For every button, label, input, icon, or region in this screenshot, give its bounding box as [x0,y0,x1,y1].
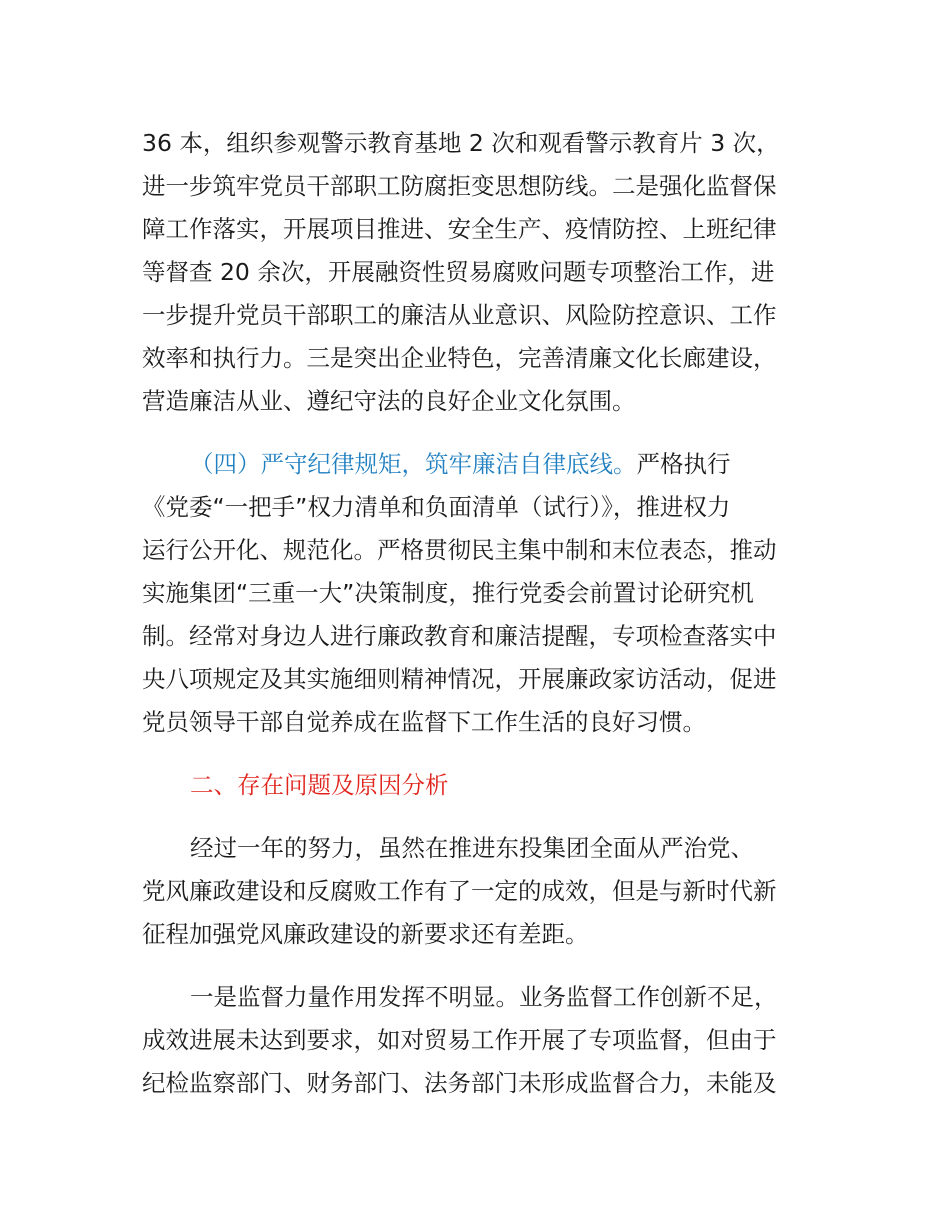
text-line: 纪检监察部门、财务部门、法务部门未形成监督合力，未能及 [142,1069,777,1097]
text-line: 进一步筑牢党员干部职工防腐拒变思想防线。二是强化监督保 [142,172,777,200]
text-line: 成效进展未达到要求，如对贸易工作开展了专项监督，但由于 [142,1026,777,1054]
text-line: 一步提升党员干部职工的廉洁从业意识、风险防控意识、工作 [142,301,777,329]
paragraph-2 [142,443,814,744]
text-line: 实施集团“三重一大”决策制度，推行党委会前置讨论研究机 [142,579,754,607]
text-line: 征程加强党风廉政建设的新要求还有差距。 [142,920,589,948]
text-line: 营造廉洁从业、遵纪守法的良好企业文化氛围。 [142,387,636,415]
text-line: 党风廉政建设和反腐败工作有了一定的成效，但是与新时代新 [142,877,777,905]
text-line: 障工作落实，开展项目推进、安全生产、疫情防控、上班纪律 [142,215,777,243]
text-line: 36 本，组织参观警示教育基地 2 次和观看警示教育片 3 次， [142,129,780,157]
section-heading: 二、存在问题及原因分析 [190,771,449,799]
paragraph-3 [142,827,814,956]
document-body [142,122,814,1105]
text-line: 党员领导干部自觉养成在监督下工作生活的良好习惯。 [142,708,706,736]
paragraph-1 [142,122,814,423]
text-line: 运行公开化、规范化。严格贯彻民主集中制和末位表态，推动 [142,536,777,564]
paragraph-4 [142,976,814,1105]
text-line: 效率和执行力。三是突出企业特色，完善清廉文化长廊建设， [142,344,777,372]
subsection-heading: （四）严守纪律规矩，筑牢廉洁自律底线。 [190,450,637,478]
heading-continuation: 严格执行 [636,450,731,478]
text-line: 制。经常对身边人进行廉政教育和廉洁提醒，专项检查落实中 [142,622,777,650]
text-line: 一是监督力量作用发挥不明显。业务监督工作创新不足， [190,983,778,1011]
text-line: 等督查 20 余次，开展融资性贸易腐败问题专项整治工作，进 [142,258,775,286]
text-line: 央八项规定及其实施细则精神情况，开展廉政家访活动，促进 [142,665,777,693]
text-line: 经过一年的努力，虽然在推进东投集团全面从严治党、 [190,834,754,862]
text-line: 《党委“一把手”权力清单和负面清单（试行）》，推进权力 [142,493,731,521]
text-line [142,443,814,486]
section-heading-block [142,764,814,807]
